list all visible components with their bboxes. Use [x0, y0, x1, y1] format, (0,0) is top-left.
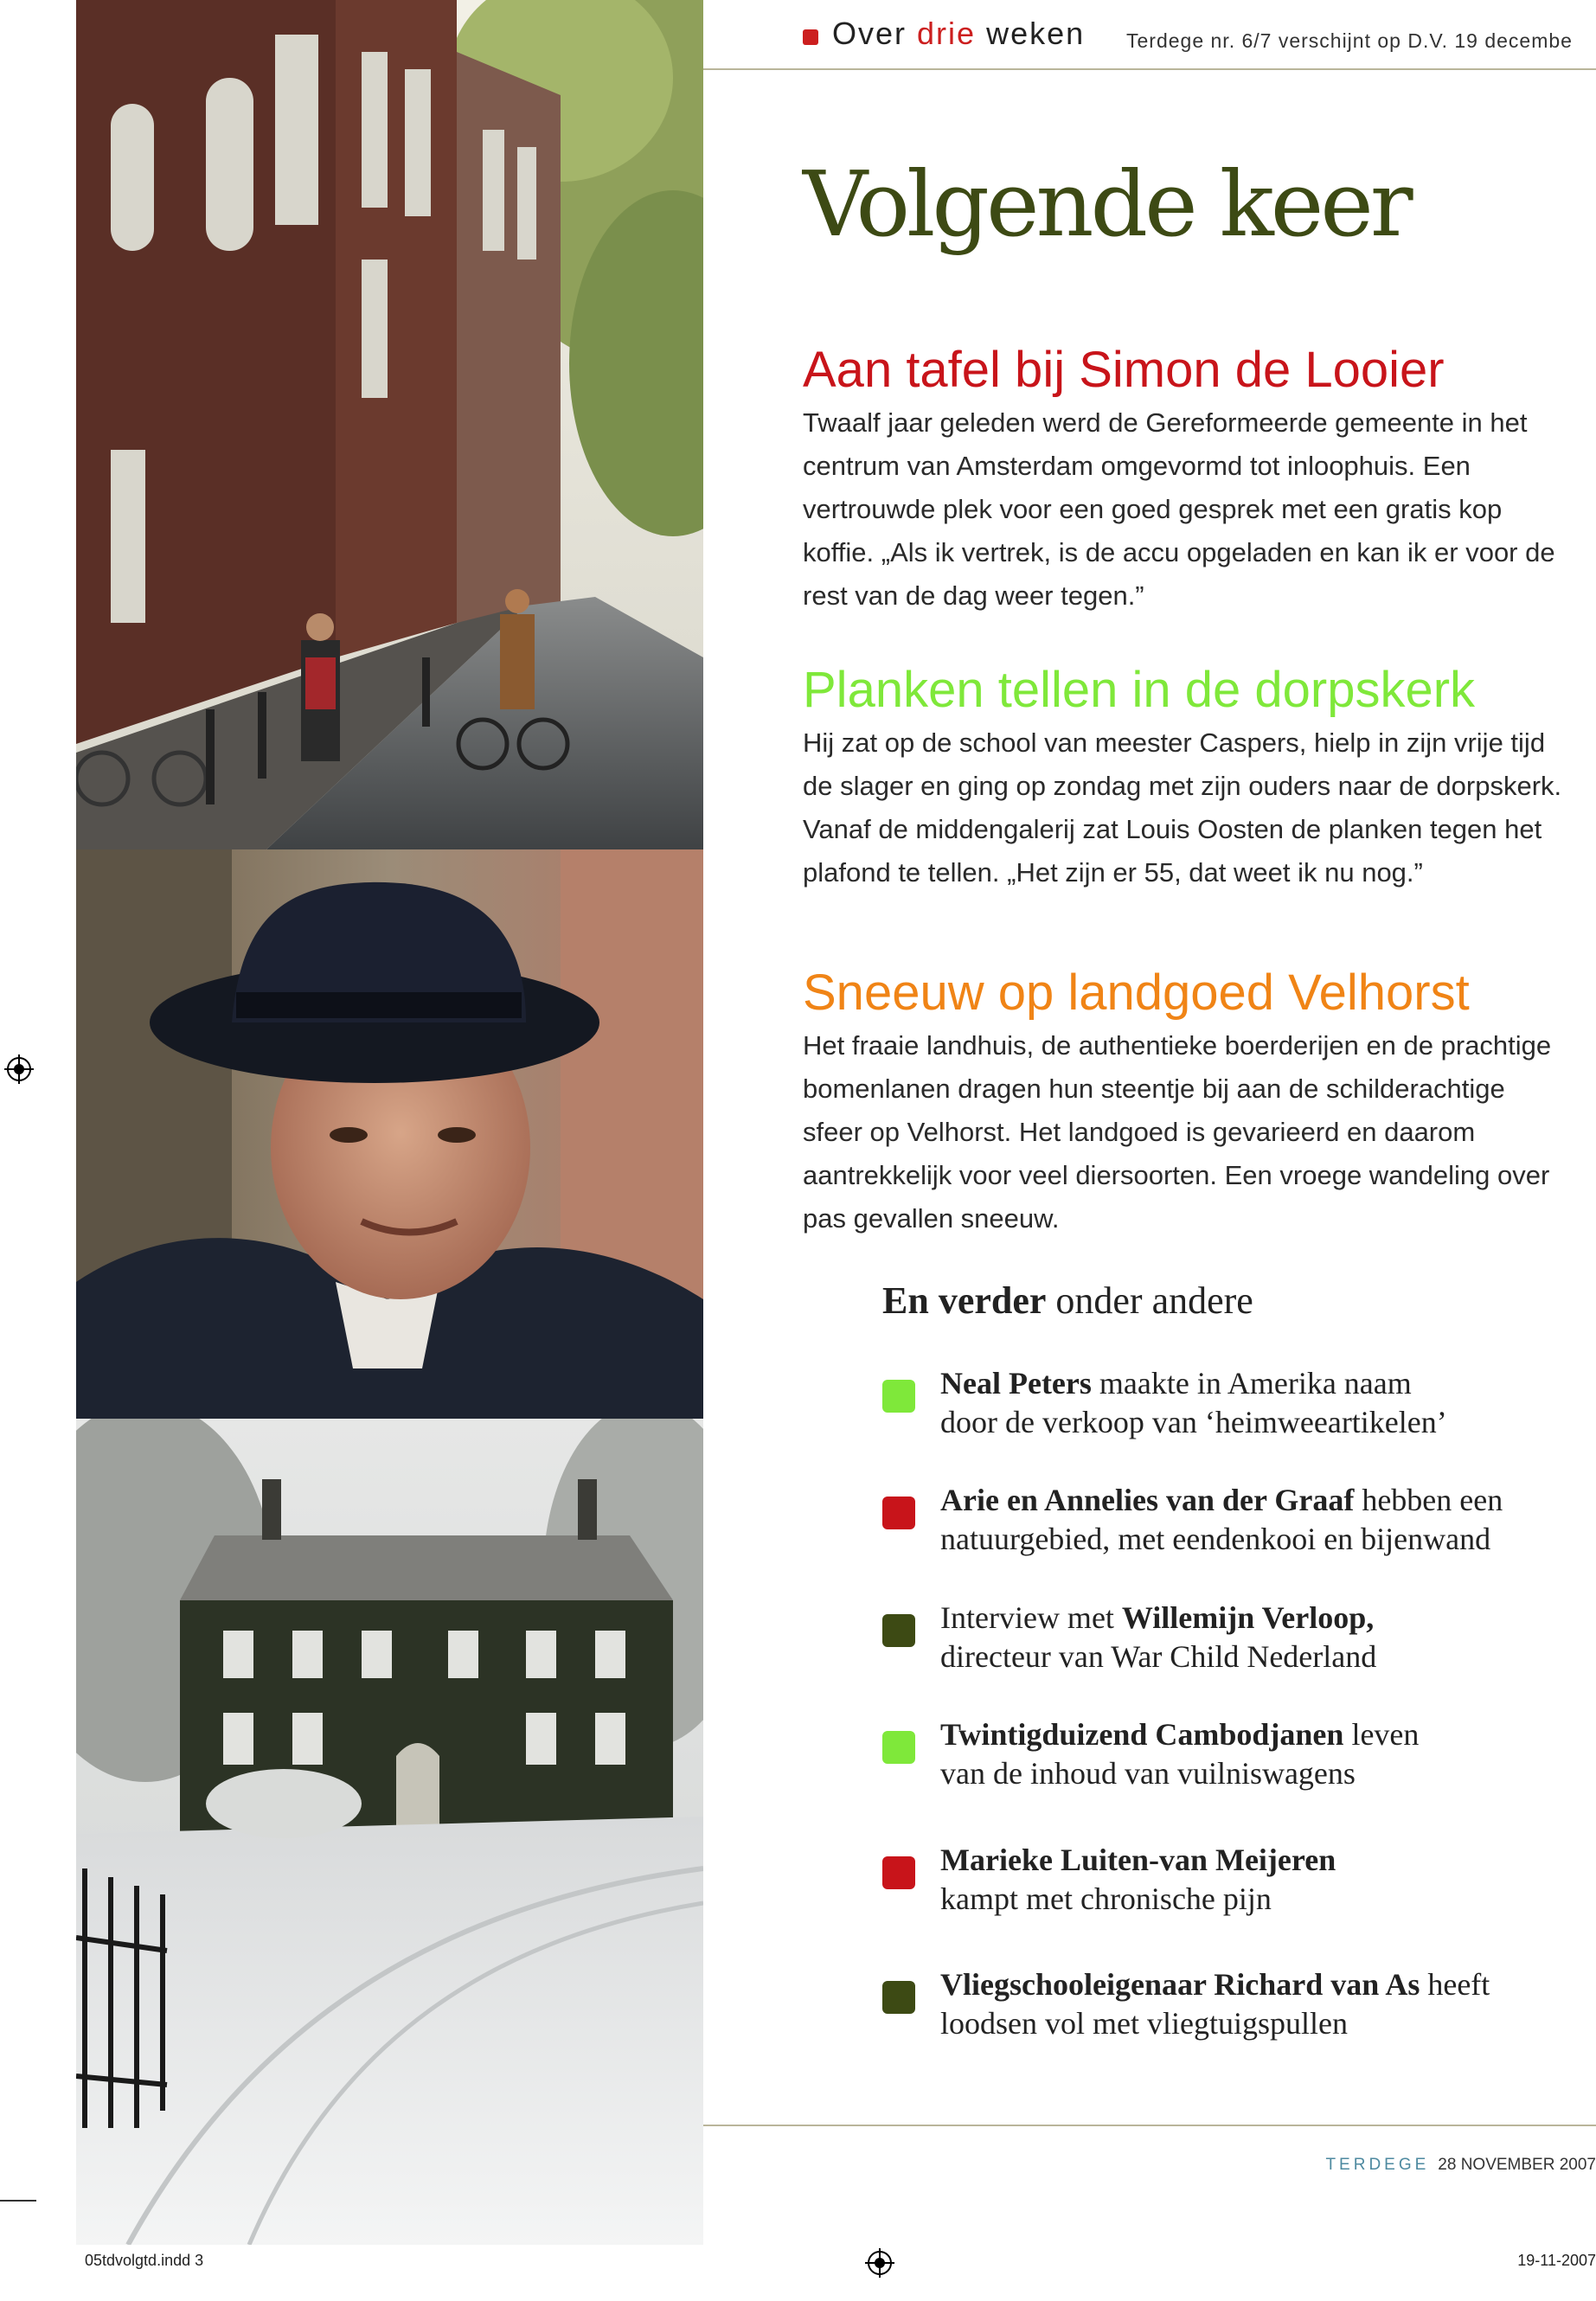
item-text: Interview met Willemijn Verloop, directeur van War Child Nederland [940, 1600, 1377, 1674]
section-body: Hij zat op de school van meester Caspers, hielp in zijn vrije tijd de slager en ging op zondag met zijn ouders naar de dorpskerk. Vanaf de middengalerij zat Louis Oosten de planken tegen het plafond te tellen. „Het zijn er 55, dat weet ik nu nog.” [803, 727, 1562, 888]
verder-list-item [882, 1364, 1557, 1451]
item-text: Neal Peters maakte in Amerika naam door de verkoop van ‘heimweeartikelen’ [940, 1366, 1447, 1439]
item-text: Marieke Luiten-van Meijeren kampt met chronische pijn [940, 1843, 1336, 1916]
bullet-square-icon [882, 1614, 915, 1647]
section-heading: Sneeuw op landgoed Velhorst [803, 965, 1470, 1021]
slug-date: 19-11-2007 [1517, 2252, 1596, 2269]
verder-list-item [882, 1965, 1557, 2052]
bullet-square-icon [882, 1380, 915, 1413]
bullet-square-icon [882, 1731, 915, 1764]
photo-snowy-estate [76, 1419, 703, 2245]
bullet-square-icon [882, 1497, 915, 1529]
registration-mark-icon [4, 1054, 34, 1084]
footer-brand-date: TERDEGE 28 NOVEMBER 2007 [1325, 2156, 1596, 2174]
item-text: Vliegschooleigenaar Richard van As heeft loodsen vol met vliegtuigspullen [940, 1967, 1490, 2041]
section-dorpskerk [803, 663, 1564, 894]
photo-portrait-man-hat [76, 849, 703, 1419]
item-text: Twintigduizend Cambodjanen leven van de inhoud van vuilniswagens [940, 1717, 1420, 1791]
section-velhorst [803, 965, 1564, 1240]
section-body: Het fraaie landhuis, de authentieke boerderijen en de prachtige bomenlanen dragen hun steentje bij aan de schilderachtige sfeer op Velhorst. Het landgoed is gevarieerd en daarom aantrekkelijk voor veel diersoorten. Een vroege wandeling over pas gevallen sneeuw. [803, 1029, 1552, 1234]
section-heading: Aan tafel bij Simon de Looier [803, 342, 1445, 398]
slug-filename: 05tdvolgtd.indd 3 [85, 2252, 204, 2269]
verder-list-item [882, 1715, 1557, 1802]
section-simon-de-looier [803, 343, 1564, 618]
bullet-square-icon [882, 1856, 915, 1889]
verder-list-item [882, 1841, 1557, 1927]
bullet-square-icon [882, 1981, 915, 2014]
en-verder-heading: En verder onder andere [882, 1279, 1253, 1322]
page-title: Volgende keer [803, 151, 1410, 257]
issue-note: Terdege nr. 6/7 verschijnt op D.V. 19 decembe [1126, 29, 1573, 52]
header-square-icon [803, 29, 818, 45]
registration-mark-icon [865, 2248, 894, 2278]
header-strip [701, 0, 1596, 69]
crop-mark-left [0, 2200, 36, 2202]
verder-list-item [882, 1481, 1557, 1567]
section-heading: Planken tellen in de dorpskerk [803, 662, 1476, 718]
header-divider [703, 68, 1596, 70]
footer-divider [703, 2125, 1596, 2126]
verder-list-item [882, 1599, 1557, 1685]
item-text: Arie en Annelies van der Graaf hebben een natuurgebied, met eendenkooi en bijenwand [940, 1483, 1503, 1556]
photo-amsterdam-street [76, 0, 703, 849]
section-body: Twaalf jaar geleden werd de Gereformeerde gemeente in het centrum van Amsterdam omgevormd tot inloophuis. Een vertrouwde plek voor een goed gesprek met een gratis kop koffie. „Als ik vertrek, is de accu opgeladen en kan ik er voor de rest van de dag weer tegen.” [803, 407, 1555, 611]
over-drie-weken: Over drie weken [832, 16, 1086, 51]
